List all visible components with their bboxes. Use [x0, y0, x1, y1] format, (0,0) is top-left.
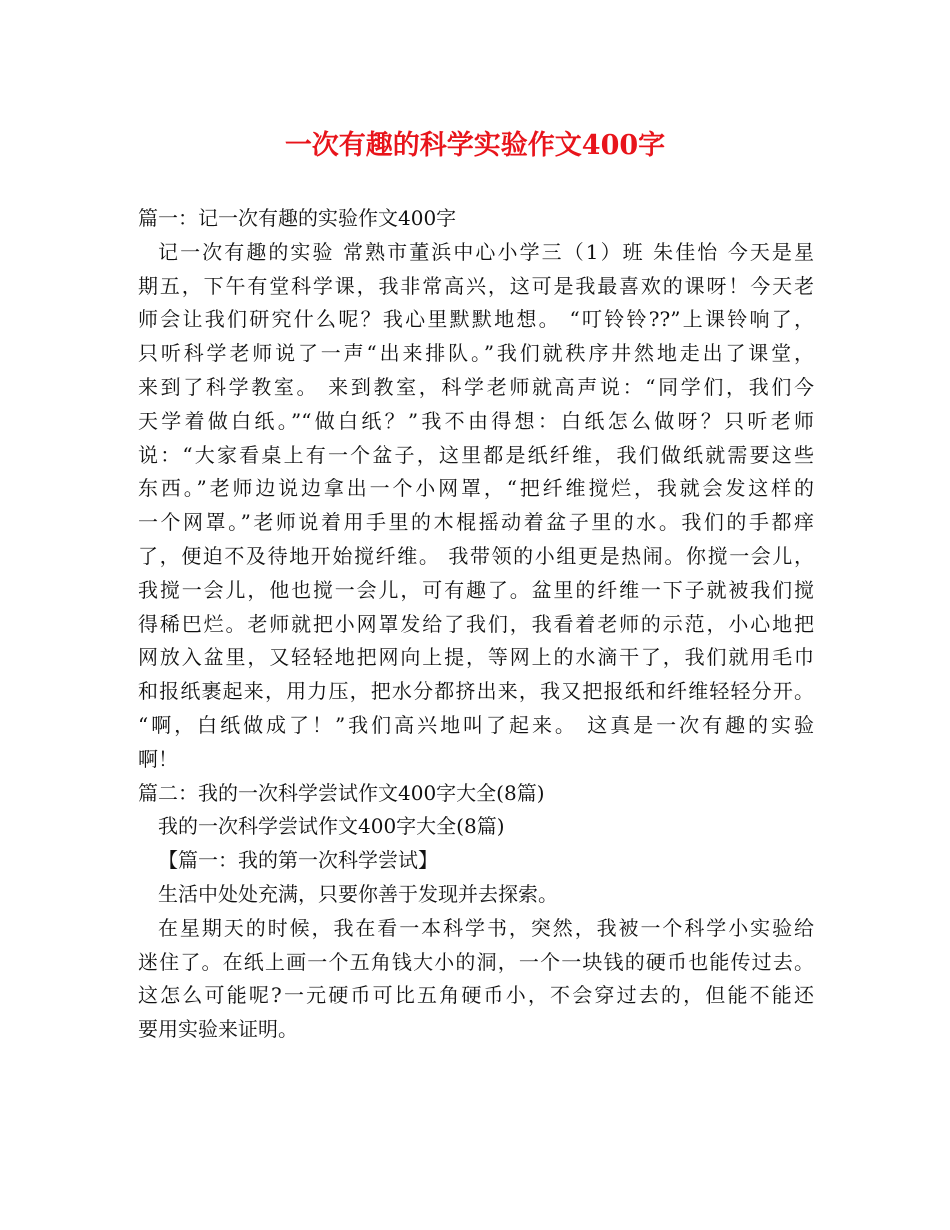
paragraph-line: 期五，下午有堂科学课，我非常高兴，这可是我最喜欢的课呀！今天老 — [138, 273, 814, 298]
paragraph-line: 只听科学老师说了一声“出来排队。”我们就秩序井然地走出了课堂， — [138, 341, 814, 366]
paragraph-line: 在星期天的时候，我在看一本科学书，突然，我被一个科学小实验给 — [158, 915, 814, 940]
paragraph-line: 东西。”老师边说边拿出一个小网罩，“把纤维搅烂，我就会发这样的 — [138, 476, 814, 501]
paragraph-line: 要用实验来证明。 — [138, 1017, 298, 1042]
document-title: 一次有趣的科学实验作文400字 — [284, 130, 666, 161]
section1-paragraph — [138, 236, 814, 777]
paragraph-line: 了，便迫不及待地开始搅纤维。 我带领的小组更是热闹。你搅一会儿， — [138, 543, 814, 568]
section2-article-title: 【篇一：我的第一次科学尝试】 — [158, 848, 438, 873]
paragraph-line: 天学着做白纸。”“做白纸？”我不由得想：白纸怎么做呀？只听老师 — [138, 408, 814, 433]
paragraph-line: 师会让我们研究什么呢？我心里默默地想。 “叮铃铃??”上课铃响了， — [138, 307, 814, 332]
paragraph-line: 啊！ — [138, 746, 178, 771]
paragraph-line: 来到了科学教室。 来到教室，科学老师就高声说：“同学们，我们今 — [138, 374, 814, 399]
paragraph-line: 说：“大家看桌上有一个盆子，这里都是纸纤维，我们做纸就需要这些 — [138, 442, 814, 467]
paragraph-line: 记一次有趣的实验 常熟市董浜中心小学三（1）班 朱佳怡 今天是星 — [158, 239, 814, 264]
document-body — [138, 202, 814, 1047]
paragraph-line: 得稀巴烂。老师就把小网罩发给了我们，我看着老师的示范，小心地把 — [138, 611, 814, 636]
paragraph-line: 网放入盆里，又轻轻地把网向上提，等网上的水滴干了，我们就用毛巾 — [138, 645, 814, 670]
section2-subtitle: 我的一次科学尝试作文400字大全(8篇) — [158, 814, 505, 839]
section2-heading: 篇二：我的一次科学尝试作文400字大全(8篇) — [138, 780, 545, 805]
section2-paragraph-1: 生活中处处充满，只要你善于发现并去探索。 — [158, 881, 558, 906]
paragraph-line: 这怎么可能呢?一元硬币可比五角硬币小，不会穿过去的，但能不能还 — [138, 983, 814, 1008]
paragraph-line: 迷住了。在纸上画一个五角钱大小的洞，一个一块钱的硬币也能传过去。 — [138, 949, 814, 974]
paragraph-line: 一个网罩。”老师说着用手里的木棍摇动着盆子里的水。我们的手都痒 — [138, 510, 814, 535]
paragraph-line: “啊，白纸做成了！”我们高兴地叫了起来。 这真是一次有趣的实验 — [138, 712, 814, 737]
section1-heading: 篇一：记一次有趣的实验作文400字 — [138, 206, 457, 230]
paragraph-line: 我搅一会儿，他也搅一会儿，可有趣了。盆里的纤维一下子就被我们搅 — [138, 577, 814, 602]
section2-paragraph-2 — [138, 912, 814, 1047]
paragraph-line: 和报纸裹起来，用力压，把水分都挤出来，我又把报纸和纤维轻轻分开。 — [138, 679, 814, 704]
